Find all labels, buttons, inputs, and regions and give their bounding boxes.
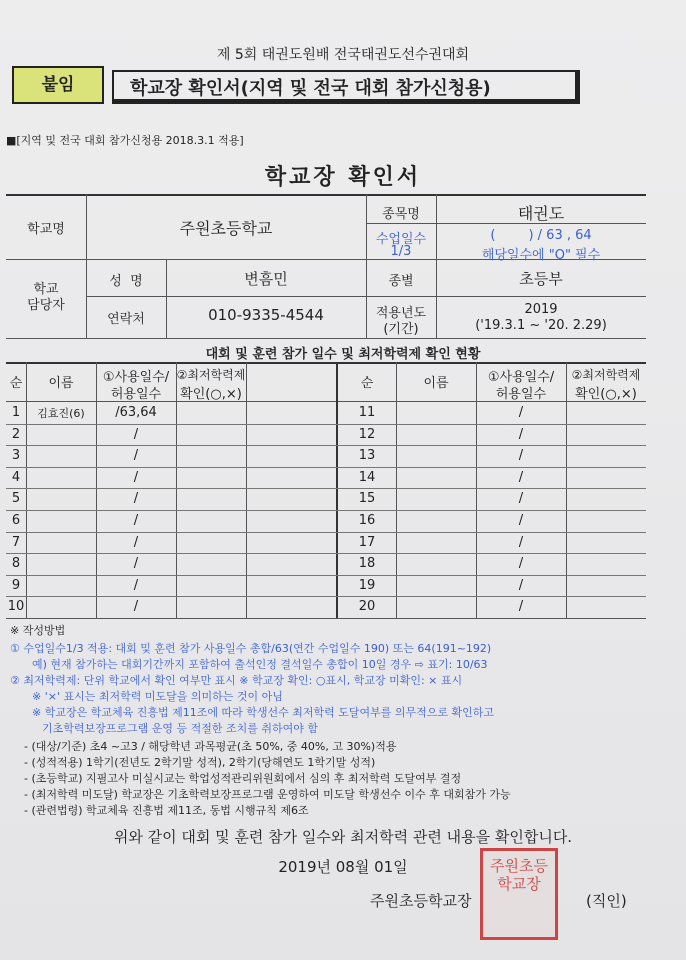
instruction-line-10: - (최저학력 미도달) 학교장은 기초학력보장프로그램 운영하여 미도달 학생선수 이수 후 대회참가 가능 [24, 788, 511, 801]
manager-label-2: 담당자 [27, 298, 65, 313]
col-header-check-1: ②최저학력제 [176, 368, 246, 382]
main-title: 학교장 확인서 [264, 165, 422, 190]
row-number: 4 [11, 469, 21, 485]
seal-label: (직인) [586, 892, 627, 910]
instruction-line-1: ① 수업일수1/3 적용: 대회 및 훈련 참가 사용일수 총합/63(연간 수업일수 190) 또는 64(191~192) [10, 642, 492, 655]
row-days-right: / [518, 448, 524, 464]
row-days-right: / [518, 599, 524, 615]
row-number-right: 12 [358, 426, 376, 442]
seal-stamp-text: 주원초등학교장 [490, 857, 548, 893]
confirmation-text: 위와 같이 대회 및 훈련 참가 일수와 최저학력 관련 내용을 확인합니다. [113, 828, 573, 846]
name-value: 변흠민 [244, 270, 288, 288]
row-days: / [133, 556, 139, 572]
row-days: / [133, 491, 139, 507]
row-number: 2 [11, 426, 21, 442]
row-days: / [133, 599, 139, 615]
document-title: 학교장 확인서(지역 및 전국 대회 참가신청용) [112, 70, 580, 104]
division-value: 초등부 [519, 270, 563, 288]
row-number: 7 [11, 534, 21, 550]
row-number: 5 [11, 491, 21, 507]
col-header-days-2-right: 허용일수 [495, 387, 547, 402]
name-label: 성 명 [109, 274, 143, 289]
instruction-line-2: 예) 현재 참가하는 대회기간까지 포함하여 출석인정 결석일수 총합이 10일 경우 ⇨ 표기: 10/63 [32, 658, 488, 671]
row-number-right: 20 [358, 599, 376, 615]
contact-value: 010-9335-4544 [208, 306, 324, 324]
instructions-heading: ※ 작성방법 [10, 624, 66, 637]
row-student-name: 김효진(6) [37, 407, 85, 420]
instruction-line-9: - (초등학교) 지필고사 미실시교는 학업성적관리위원회에서 심의 후 최저학력 도달여부 결정 [24, 772, 462, 785]
row-number-right: 16 [358, 513, 376, 528]
instruction-line-7: - (대상/기준) 초4 ~고3 / 해당학년 과목평균(초 50%, 중 40%, 고 30%)적용 [24, 740, 397, 753]
year-value-1: 2019 [524, 302, 558, 317]
days-label-2: 1/3 [390, 244, 412, 259]
col-header-name: 이름 [48, 376, 74, 391]
row-days: / [133, 577, 139, 593]
row-days: / [133, 513, 139, 528]
row-days-right: / [518, 556, 524, 572]
col-header-num-right: 순 [360, 376, 374, 391]
instruction-line-3: ② 최저학력제: 단위 학교에서 확인 여부만 표시 ※ 학교장 확인: ○표시, 학교장 미확인: × 표시 [10, 674, 463, 687]
row-days-right: / [518, 469, 524, 485]
year-label-1: 적용년도 [375, 306, 427, 321]
row-number: 3 [11, 448, 21, 464]
manager-label-1: 학교 [33, 282, 59, 297]
instruction-line-11: - (관련법령) 학교체육 진흥법 제11조, 동법 시행규칙 제6조 [24, 804, 309, 817]
row-number-right: 11 [358, 405, 376, 420]
year-label-2: (기간) [383, 322, 419, 337]
row-number-right: 13 [358, 448, 376, 464]
row-number: 10 [7, 599, 25, 615]
col-header-days-1-right: ①사용일수/ [487, 370, 555, 385]
row-days: / [133, 534, 139, 550]
col-header-name-right: 이름 [423, 376, 449, 391]
year-value-2: ('19.3.1 ~ '20. 2.29) [475, 318, 607, 333]
days-value: ( ) / 63 , 64 [490, 228, 592, 243]
row-days: / [133, 469, 139, 485]
row-days-right: / [518, 491, 524, 507]
col-header-days-1: ①사용일수/ [102, 370, 170, 385]
instruction-line-6: 기초학력보장프로그램 운영 등 적절한 조치를 취하여야 함 [42, 722, 319, 735]
row-number-right: 19 [358, 577, 376, 593]
col-header-check-2: 확인(○,×) [180, 387, 242, 402]
row-days-right: / [518, 426, 524, 442]
row-number: 9 [11, 577, 21, 593]
school-label: 학교명 [27, 222, 65, 237]
row-days: /63,64 [115, 405, 157, 420]
instruction-line-8: - (성적적용) 1학기(전년도 2학기말 성적), 2학기(당해연도 1학기말 성적) [24, 756, 376, 769]
confirmation-date: 2019년 08월 01일 [278, 858, 408, 876]
days-label-1: 수업일수 [375, 232, 427, 247]
row-number: 6 [11, 513, 21, 528]
row-days: / [133, 448, 139, 464]
table-title: 대회 및 훈련 참가 일수 및 최저학력제 확인 현황 [205, 347, 481, 362]
row-days: / [133, 426, 139, 442]
event-title: 제 5회 태권도원배 전국태권도선수권대회 [216, 47, 470, 63]
contact-label: 연락처 [107, 312, 145, 327]
row-days-right: / [518, 577, 524, 593]
school-value: 주원초등학교 [179, 219, 273, 238]
row-number-right: 14 [358, 469, 376, 485]
division-label: 종별 [388, 274, 414, 289]
col-header-days-2: 허용일수 [110, 387, 162, 402]
row-number: 1 [11, 405, 21, 420]
row-number: 8 [11, 556, 21, 572]
col-header-check-2-right: 확인(○,×) [575, 387, 637, 402]
days-note: 해당일수에 "O" 필수 [481, 248, 601, 263]
col-header-check-1-right: ②최저학력제 [571, 368, 641, 382]
row-days-right: / [518, 513, 524, 528]
col-header-num: 순 [9, 376, 23, 391]
row-number-right: 18 [358, 556, 376, 572]
attachment-badge: 붙임 [12, 66, 104, 104]
sport-label: 종목명 [382, 207, 420, 222]
signer-name: 주원초등학교장 [370, 892, 472, 910]
row-number-right: 17 [358, 534, 376, 550]
instruction-line-4: ※ '×' 표시는 최저학력 미도달을 의미하는 것이 아님 [32, 690, 283, 703]
official-seal-stamp [480, 848, 558, 940]
applicability-note: ■[지역 및 전국 대회 참가신청용 2018.3.1 적용] [6, 134, 244, 147]
row-number-right: 15 [358, 491, 376, 507]
row-days-right: / [518, 405, 524, 420]
row-days-right: / [518, 534, 524, 550]
sport-value: 태권도 [517, 204, 565, 223]
instruction-line-5: ※ 학교장은 학교체육 진흥법 제11조에 따라 학생선수 최저학력 도달여부를 의무적으로 확인하고 [32, 706, 494, 719]
